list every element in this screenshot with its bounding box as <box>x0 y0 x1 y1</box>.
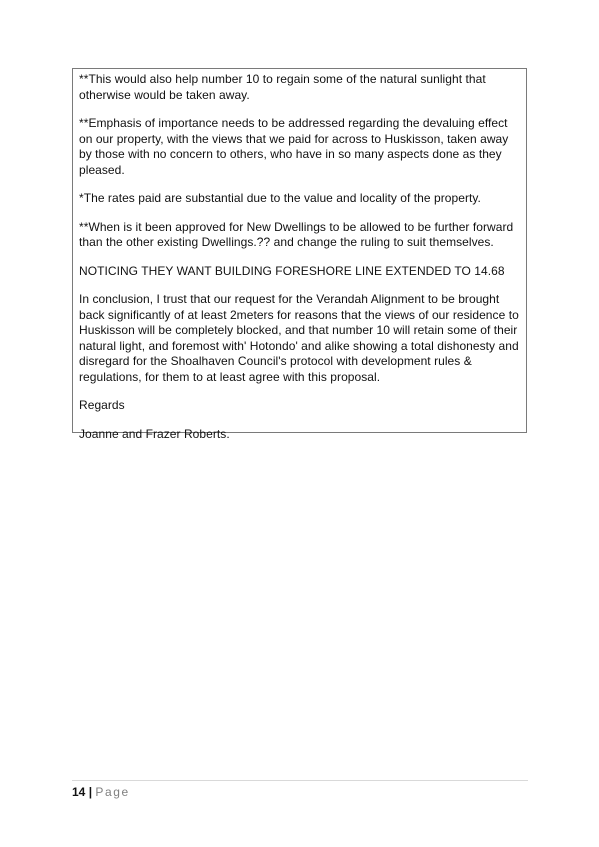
footer-divider <box>72 780 528 781</box>
paragraph-foreshore-line: NOTICING THEY WANT BUILDING FORESHORE LINE EXTENDED TO 14.68 <box>79 263 505 278</box>
page-label: Page <box>95 785 130 799</box>
page-number: 14 <box>72 785 86 799</box>
letter-text-box <box>72 68 527 441</box>
paragraph-devaluing-effect: **Emphasis of importance needs to be addressed regarding the devaluing effect on our property, with the views that we paid for across to Huskisson, taken away by those with no concern to others, who have in so many aspects done as they pleased. <box>79 116 509 177</box>
paragraph-rates: *The rates paid are substantial due to the value and locality of the property. <box>79 191 481 205</box>
page-footer <box>72 785 130 799</box>
closing-regards: Regards <box>79 398 125 412</box>
paragraph-conclusion: In conclusion, I trust that our request for the Verandah Alignment to be brought back significantly of at least 2meters for reasons that the views of our residence to Huskisson will be completely blocked, and that number 10 will retain some of their natural light, and foremost with' Hotondo' and alike showing a total dishonesty and disregard for the Shoalhaven Council's protocol with development rules & regulations, for them to at least agree with this proposal. <box>79 292 519 384</box>
paragraph-new-dwellings: **When is it been approved for New Dwellings to be allowed to be further forward than the other existing Dwellings.?? and change the ruling to suit themselves. <box>79 219 514 249</box>
signature-names: Joanne and Frazer Roberts. <box>79 426 230 441</box>
footer-separator: | <box>88 785 93 799</box>
paragraph-sunlight: **This would also help number 10 to regain some of the natural sunlight that otherwise would be taken away. <box>79 72 486 102</box>
